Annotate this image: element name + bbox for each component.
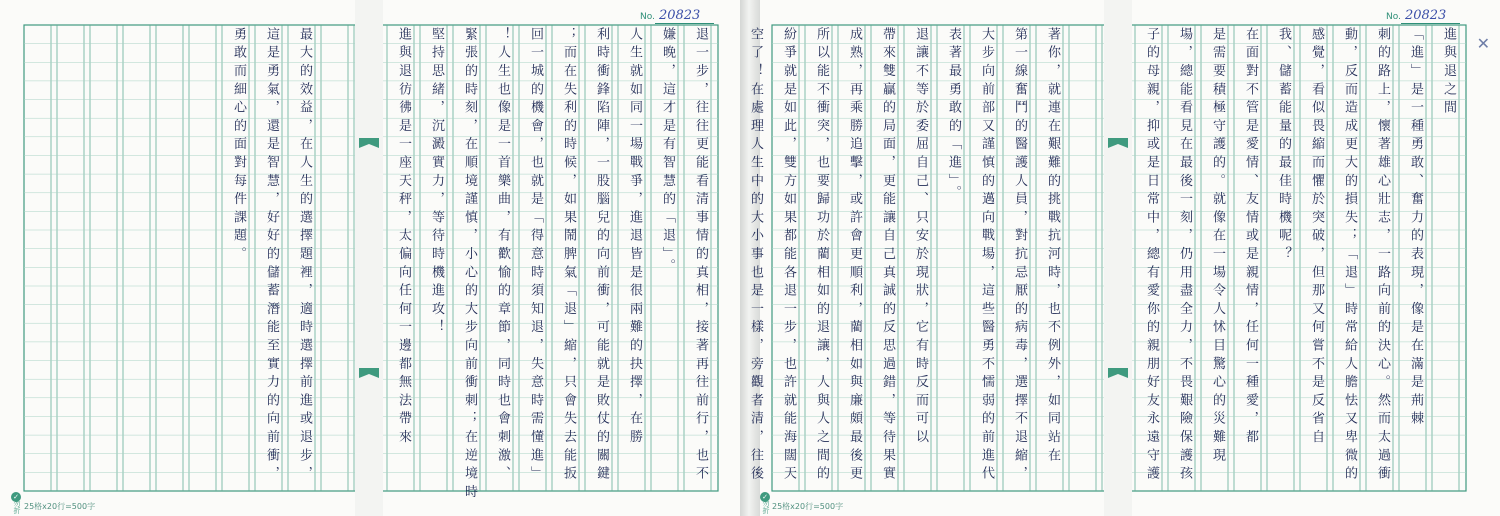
manuscript-column: 利時衝鋒陷陣，一股腦兒的向前衝，可能就是敗仗的關鍵	[594, 27, 609, 485]
manuscript-column: 這是勇氣，還是智慧，好好的儲蓄潛能至實力的向前衝，	[264, 27, 279, 485]
left-grid-capacity-note: 25格x20行=500字	[24, 502, 96, 511]
left-manuscript-page	[0, 0, 740, 516]
manuscript-column: 感覺，看似畏縮而懼於突破，但那又何嘗不是反省自	[1309, 27, 1324, 448]
manuscript-column: 最大的效益，在人生的選擇題裡，適時選擇前進或退步，	[297, 27, 312, 485]
manuscript-column: 大步向前部又謹慎的邁向戰場，這些醫勇不懦弱的前進代	[979, 27, 994, 485]
do-not-fold-label: 勿折	[13, 500, 21, 514]
manuscript-column	[1104, 27, 1132, 489]
manuscript-column: 子的母親，抑或是日常中，總有愛你的親朋好友永遠守護	[1144, 27, 1159, 485]
manuscript-column: ；而在失利的時候，如果鬧脾氣「退」縮，只會失去能扳	[561, 27, 576, 485]
manuscript-column: 人生就如同一場戰爭，進退皆是很兩難的抉擇，在勝	[627, 27, 642, 448]
manuscript-column: 勇敢而細心的面對每件課題。	[231, 27, 246, 265]
manuscript-column: 成熟，再乘勝追擊，或許會更順利，藺相如與廉頗最後更	[847, 27, 862, 485]
manuscript-column: 嫌晚，這才是有智慧的「退」。	[660, 27, 675, 277]
manuscript-column: 緊張的時刻，在順境謹慎，小心的大步向前衝刺；在逆境時	[462, 27, 477, 503]
manuscript-column: 在面對不管是愛情、友情或是親情，任何一種愛，都	[1243, 27, 1258, 448]
manuscript-column: ！人生也像是一首樂曲，有歡愉的章節，同時也會刺激、	[495, 27, 510, 485]
manuscript-column	[356, 27, 384, 489]
corner-x-mark: ✕	[1476, 34, 1490, 53]
manuscript-column: 我、儲蓄能量的最佳時機呢？	[1276, 27, 1291, 265]
manuscript-column: 場，總能看見在最後一刻，仍用盡全力，不畏艱險保護孩	[1177, 27, 1192, 485]
right-manuscript-page	[748, 0, 1500, 516]
manuscript-column: 所以能不衝突，也要歸功於藺相如的退讓，人與人之間的	[814, 27, 829, 485]
manuscript-column: 帶來雙贏的局面，更能讓自己真誠的反思過錯，等待果實	[880, 27, 895, 485]
manuscript-column: 回一城的機會，也就是「得意時須知退，失意時需懂進」	[528, 27, 543, 485]
manuscript-column: 退一步，往往更能看清事情的真相，接著再往前行，也不	[693, 27, 708, 485]
manuscript-column	[1071, 27, 1099, 489]
left-serial: No. 20823	[640, 8, 714, 23]
manuscript-column: 是需要積極守護的。就像在一場令人怵目驚心的災難現	[1210, 27, 1225, 467]
manuscript-column: 刺的路上，懷著雄心壯志，一路向前的決心。然而太過衝	[1375, 27, 1390, 485]
manuscript-column: 空了！在處理人生中的大小事也是一樣，旁觀者清，往後	[748, 27, 763, 485]
manuscript-column: 堅持思緒，沉澱實力，等待時機進攻！	[429, 27, 444, 339]
manuscript-column: 退讓不等於委屈自己、只安於現狀，它有時反而可以	[913, 27, 928, 448]
manuscript-column: 著你，就連在艱難的挑戰抗河時，也不例外，如同站在	[1045, 27, 1060, 467]
do-not-fold-icon: ✓	[11, 492, 21, 502]
manuscript-column: 動，反而造成更大的損失；「退」時常給人膽怯又卑微的	[1342, 27, 1357, 485]
manuscript-column: 表著最勇敢的「進」。	[946, 27, 961, 204]
right-serial: No. 20823	[1386, 8, 1460, 23]
manuscript-column: 第一線奮鬥的醫護人員，對抗忌厭的病毒，選擇不退縮，	[1012, 27, 1027, 485]
manuscript-column: 紛爭就是如此，雙方如果都能各退一步，也許就能海闊天	[781, 27, 796, 485]
do-not-fold-label: 勿折	[762, 500, 770, 514]
right-grid-capacity-note: 25格x20行=500字	[772, 502, 844, 511]
manuscript-column	[323, 27, 351, 489]
manuscript-column: 「進」是一種勇敢、奮力的表現，像是在滿是荊棘	[1408, 27, 1423, 430]
manuscript-column: 進與退彷彿是一座天秤，太偏向任何一邊都無法帶來	[396, 27, 411, 448]
do-not-fold-icon: ✓	[760, 492, 770, 502]
manuscript-column: 進與退之間	[1441, 27, 1456, 119]
